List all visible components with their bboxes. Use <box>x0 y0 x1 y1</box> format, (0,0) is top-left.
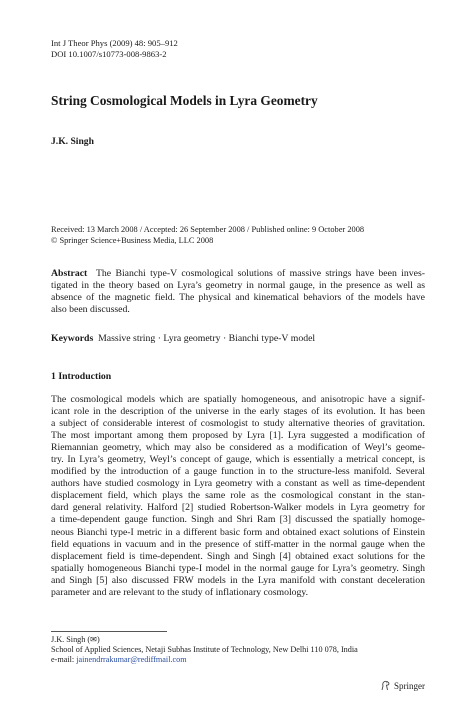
body-line: parameter and are relevant to the study of inflationary cosmology. <box>51 586 309 598</box>
body-line: displacement field is time-dependent. Singh and Singh [4] obtained exact solutions for the <box>51 550 425 562</box>
keywords-text: Massive string · Lyra geometry · Bianchi type-V model <box>98 333 316 344</box>
keywords-label: Keywords <box>51 333 94 344</box>
body-line: The most important among them proposed by Lyra [1]. Lyra suggested a modification of <box>51 430 425 442</box>
journal-citation: Int J Theor Phys (2009) 48: 905–912 <box>51 38 178 48</box>
springer-logo <box>380 680 425 691</box>
body-line: a time-dependent gauge function. Singh and Shri Ram [3] discussed the spatially homoge- <box>51 514 425 526</box>
body-line: a subject of considerable interest of cosmologist to study alternative theories of gravitation. <box>51 418 425 430</box>
author-name: J.K. Singh <box>51 136 94 147</box>
section-heading: 1 Introduction <box>51 371 112 382</box>
body-line: authors have studied cosmology in Lyra geometry with a constant as well as time-dependent <box>51 478 425 490</box>
abstract-label: Abstract <box>51 268 88 279</box>
body-line: The cosmological models which are spatially homogeneous, and anisotropic have a signif- <box>51 394 425 405</box>
keywords <box>51 333 315 344</box>
body-line: spatially homogeneous Bianchi type-I model in the normal gauge for Lyra’s geometry. Singh <box>51 562 425 574</box>
body-line: modified by the introduction of a gauge function in to the structure-less manifold. Several <box>51 466 425 478</box>
body-line: try. In Lyra’s geometry, Weyl’s concept of gauge, which is essentially a metrical concept, is <box>51 454 425 466</box>
springer-horse-icon <box>380 680 391 691</box>
footnote-author: J.K. Singh (✉) <box>51 635 100 644</box>
body-line: field equations in vacuum and in the presence of stiff-matter in the normal gauge when the <box>51 538 425 550</box>
doi-line: DOI 10.1007/s10773-008-9863-2 <box>51 49 167 59</box>
abstract-line: also been discussed. <box>51 304 130 316</box>
body-line: Riemannian geometry, which may also be considered as a modification of Weyl’s geome- <box>51 442 425 454</box>
publisher-name: Springer <box>394 680 425 691</box>
email-link[interactable]: jainendrrakumar@rediffmail.com <box>76 655 187 664</box>
body-line: icant role in the description of the universe in the early stages of its evolution. It has been <box>51 406 425 418</box>
abstract-line: Abstract The Bianchi type-V cosmological solutions of massive strings have been inves- <box>51 268 425 279</box>
footnote-address: School of Applied Sciences, Netaji Subhas Institute of Technology, New Delhi 110 078, India <box>51 645 358 654</box>
abstract-line: absence of the magnetic field. The physical and kinematical behaviors of the models have <box>51 292 425 304</box>
body-line: and Singh [5] also discussed FRW models in the Lyra manifold with constant deceleration <box>51 574 425 586</box>
publication-dates: Received: 13 March 2008 / Accepted: 26 September 2008 / Published online: 9 October 2008 <box>51 225 365 234</box>
body-line: neous Bianchi type-I metric in a different basic form and obtained exact solutions of Einstein <box>51 526 425 538</box>
abstract <box>51 268 425 316</box>
abstract-line: tigated in the theory based on Lyra’s geometry in normal gauge, in the presence as well as <box>51 280 425 292</box>
paper-title: String Cosmological Models in Lyra Geometry <box>51 93 318 108</box>
footnote-email: e-mail: jainendrrakumar@rediffmail.com <box>51 655 187 664</box>
copyright-line: © Springer Science+Business Media, LLC 2008 <box>51 236 214 245</box>
introduction-body <box>51 394 425 599</box>
body-line: displacement field, which plays the same role as the cosmological constant in the stan- <box>51 490 425 502</box>
body-line: dard general relativity. Halford [2] studied Robertson-Walker models in Lyra geometry for <box>51 502 425 514</box>
footnote-rule <box>51 631 167 632</box>
